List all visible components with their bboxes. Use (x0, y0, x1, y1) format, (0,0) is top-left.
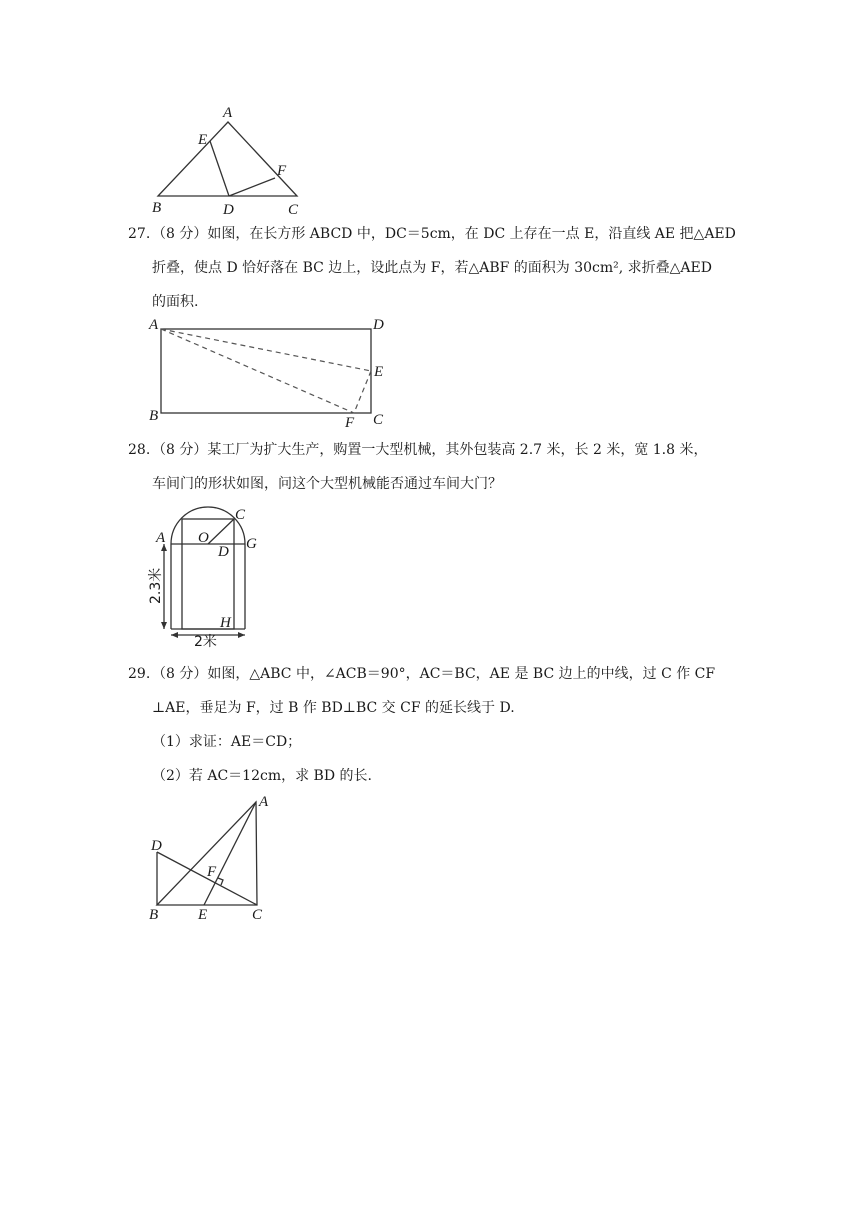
subquestion-1: （1）求证：AE＝CD； (152, 734, 302, 750)
triangle-abc (158, 122, 297, 196)
triangle-abc (157, 802, 257, 905)
question-number: 29. (128, 666, 151, 682)
label-a: A (259, 794, 269, 810)
label-d: D (218, 544, 229, 560)
label-d: D (223, 202, 234, 218)
fig28-door-diagram (140, 500, 290, 650)
arrow-down (161, 622, 167, 629)
label-f: F (345, 415, 355, 431)
subquestion-2: （2）若 AC＝12cm，求 BD 的长. (152, 768, 372, 784)
label-g: G (246, 536, 257, 552)
label-a: A (156, 530, 166, 546)
rectangle-abcd (161, 329, 371, 413)
arrow-right (238, 632, 245, 638)
fig26-triangle-diagram (140, 100, 310, 220)
segment-ae (204, 802, 256, 905)
label-c: C (235, 507, 246, 523)
question-text-line: （8 分）如图，△ABC 中，∠ACB＝90°，AC＝BC，AE 是 BC 边上的中线，过 C 作 CF (152, 666, 716, 682)
right-angle-mark (218, 878, 223, 885)
question-number: 27. (128, 226, 151, 242)
question-text-line: （8 分）如图，在长方形 ABCD 中，DC＝5cm，在 DC 上存在一点 E，沿直线 AE 把△AED (152, 226, 736, 242)
question-text-line: 折叠，使点 D 恰好落在 BC 边上，设此点为 F，若△ABF 的面积为 30cm², 求折叠△AED (152, 260, 712, 276)
fig29-triangle-diagram (140, 792, 290, 932)
label-d: D (151, 838, 162, 854)
label-d: D (373, 317, 384, 333)
label-f: F (277, 163, 287, 179)
question-number: 28. (128, 442, 151, 458)
label-c: C (288, 202, 299, 218)
label-h: H (220, 615, 231, 631)
label-b: B (149, 907, 159, 923)
segment-ed (210, 141, 229, 196)
question-text-line: ⊥AE，垂足为 F，过 B 作 BD⊥BC 交 CF 的延长线于 D. (152, 700, 515, 716)
label-c: C (252, 907, 263, 923)
width-label: 2米 (194, 634, 217, 650)
height-label: 2.3米 (148, 567, 164, 604)
question-text-line: 车间门的形状如图，问这个大型机械能否通过车间大门？ (152, 476, 502, 492)
dashed-af (161, 329, 354, 413)
label-a: A (223, 105, 233, 121)
radius-oc (208, 519, 234, 544)
segment-df (229, 178, 275, 196)
label-f: F (207, 864, 217, 880)
fig27-rectangle-diagram (140, 312, 400, 432)
label-b: B (152, 200, 162, 216)
question-text-line: 的面积. (152, 294, 199, 310)
label-c: C (373, 412, 384, 428)
label-e: E (198, 132, 208, 148)
label-o: O (198, 530, 209, 546)
label-a: A (149, 317, 159, 333)
dashed-ef (354, 371, 371, 413)
label-e: E (198, 907, 208, 923)
arrow-left (171, 632, 178, 638)
label-b: B (149, 408, 159, 424)
dashed-ae (161, 329, 371, 371)
question-text-line: （8 分）某工厂为扩大生产，购置一大型机械，其外包装高 2.7 米，长 2 米，宽 1.8 米， (152, 442, 708, 458)
label-e: E (374, 364, 384, 380)
